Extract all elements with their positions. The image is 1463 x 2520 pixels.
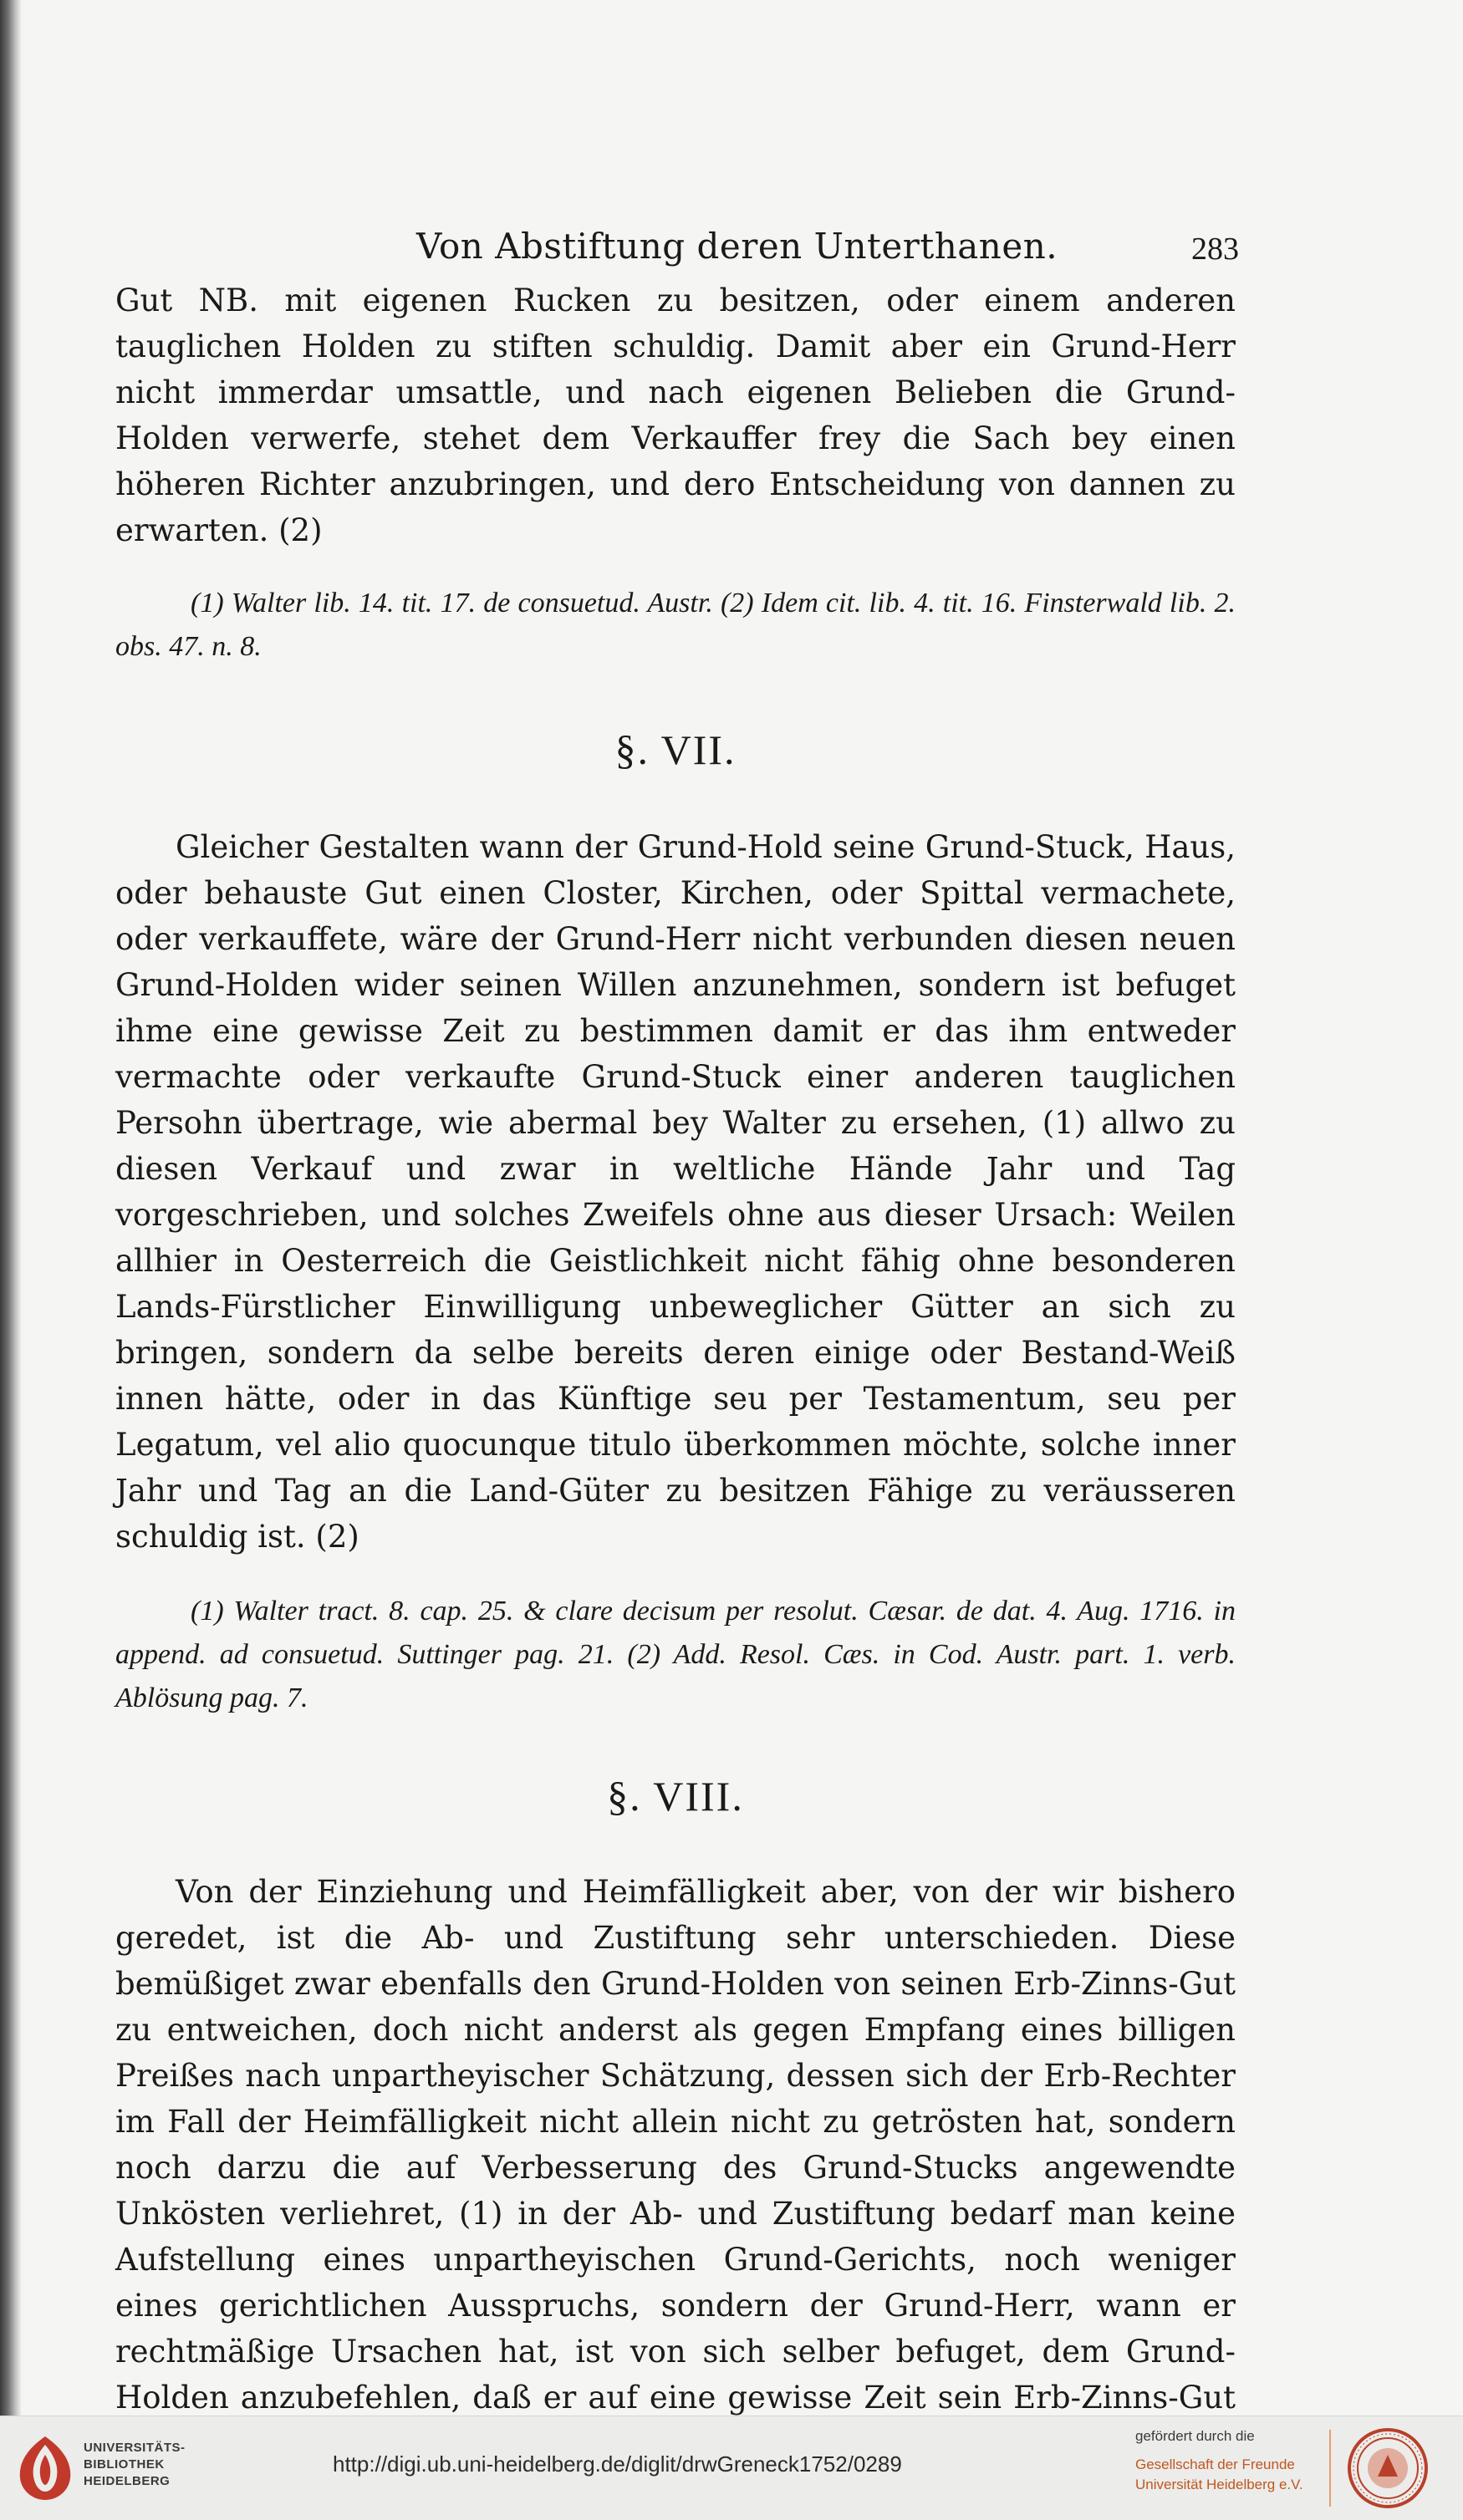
permalink-url[interactable]: http://digi.ub.uni-heidelberg.de/diglit/drwGreneck1752/0289 — [333, 2451, 902, 2477]
footer-divider — [1329, 2430, 1331, 2507]
society-name[interactable] — [1135, 2455, 1303, 2495]
paragraph-continuation: Gut NB. mit eigenen Rucken zu besitzen, oder einem anderen tauglichen Holden zu stiften schuldig. Damit aber ein Grund-Herr nicht immerdar umsattle, und nach eigenen Belieben die Grund-Holden verwerfe, stehet dem Verkauffer frey die Sach bey einen höheren Richter anzubringen, und dero Entscheidung von dannen zu erwarten. (2) — [115, 283, 1236, 548]
university-seal-icon — [1346, 2426, 1430, 2510]
viewer-footer — [0, 2416, 1463, 2520]
library-logo-icon — [12, 2433, 79, 2503]
page-edge-shadow — [0, 0, 22, 2416]
section-heading-viii: §. VIII. — [607, 1773, 744, 1820]
library-name-line: HEIDELBERG — [84, 2474, 171, 2488]
footnote-block-2: (1) Walter tract. 8. cap. 25. & clare decisum per resolut. Cæsar. de dat. 4. Aug. 1716. in append. ad consuetud. Suttinger pag. 21. (2) Add. Resol. Cæs. in Cod. Austr. part. 1. verb. Ablösung pag. 7. — [115, 1596, 1236, 1713]
section-heading-vii: §. VII. — [614, 726, 737, 773]
library-name-line: UNIVERSITÄTS- — [84, 2441, 186, 2455]
page-content — [115, 201, 1239, 2416]
society-name-line: Gesellschaft der Freunde — [1135, 2456, 1295, 2472]
library-name-line: BIBLIOTHEK — [84, 2457, 165, 2472]
library-name — [84, 2440, 186, 2490]
page-number: 283 — [1191, 232, 1239, 267]
running-title: Von Abstiftung deren Unterthanen. — [416, 226, 1058, 267]
society-name-line: Universität Heidelberg e.V. — [1135, 2477, 1303, 2492]
footnote-block-1: (1) Walter lib. 14. tit. 17. de consuetud. Austr. (2) Idem cit. lib. 4. tit. 16. Finsterwald lib. 2. obs. 47. n. 8. — [115, 588, 1236, 662]
funded-by-label: gefördert durch die — [1135, 2428, 1255, 2444]
paragraph-section-vii: Gleicher Gestalten wann der Grund-Hold seine Grund-Stuck, Haus, oder behauste Gut einen Closter, Kirchen, oder Spittal vermachete, oder verkauffete, wäre der Grund-Herr nicht verbunden diesen neuen Grund-Holden wider seinen Willen anzunehmen, sondern ist befuget ihme eine gewisse Zeit zu bestimmen damit er das ihm entweder vermachte oder verkaufte Grund-Stuck einer anderen tauglichen Persohn übertrage, wie abermal bey Walter zu ersehen, (1) allwo zu diesen Verkauf und zwar in weltliche Hände Jahr und Tag vorgeschrieben, und solches Zweifels ohne aus dieser Ursach: Weilen allhier in Oesterreich die Geistlichkeit nicht fähig ohne besonderen Lands-Fürstlicher Einwilligung unbeweglicher Gütter an sich zu bringen, sondern da selbe bereits deren einige oder Bestand-Weiß innen hätte, oder in das Künftige seu per Testamentum, seu per Legatum, vel alio quocunque titulo überkommen möchte, solche inner Jahr und Tag an die Land-Güter zu besitzen Fähige zu veräusseren schuldig ist. (2) — [115, 829, 1236, 1555]
paragraph-section-viii: Von der Einziehung und Heimfälligkeit aber, von der wir bishero geredet, ist die Ab- und Zustiftung sehr unterschieden. Diese bemüßiget zwar ebenfalls den Grund-Holden von seinen Erb-Zinns-Gut zu entweichen, doch nicht anderst als gegen Empfang eines billigen Preißes nach unpartheyischer Schätzung, dessen sich der Erb-Rechter im Fall der Heimfälligkeit nicht allein nicht zu getrösten hat, sondern noch darzu die auf Verbesserung des Grund-Stucks angewendte Unkösten verliehret, (1) in der Ab- und Zustiftung bedarf man keine Aufstellung eines unpartheyischen Grund-Gerichts, noch weniger eines gerichtlichen Ausspruchs, sondern der Grund-Herr, wann er rechtmäßige Ursachen hat, ist von sich selber befuget, dem Grund-Holden anzubefehlen, daß er auf eine gewisse Zeit sein Erb-Zinns-Gut — [115, 1874, 1236, 2416]
running-head — [115, 201, 1239, 276]
